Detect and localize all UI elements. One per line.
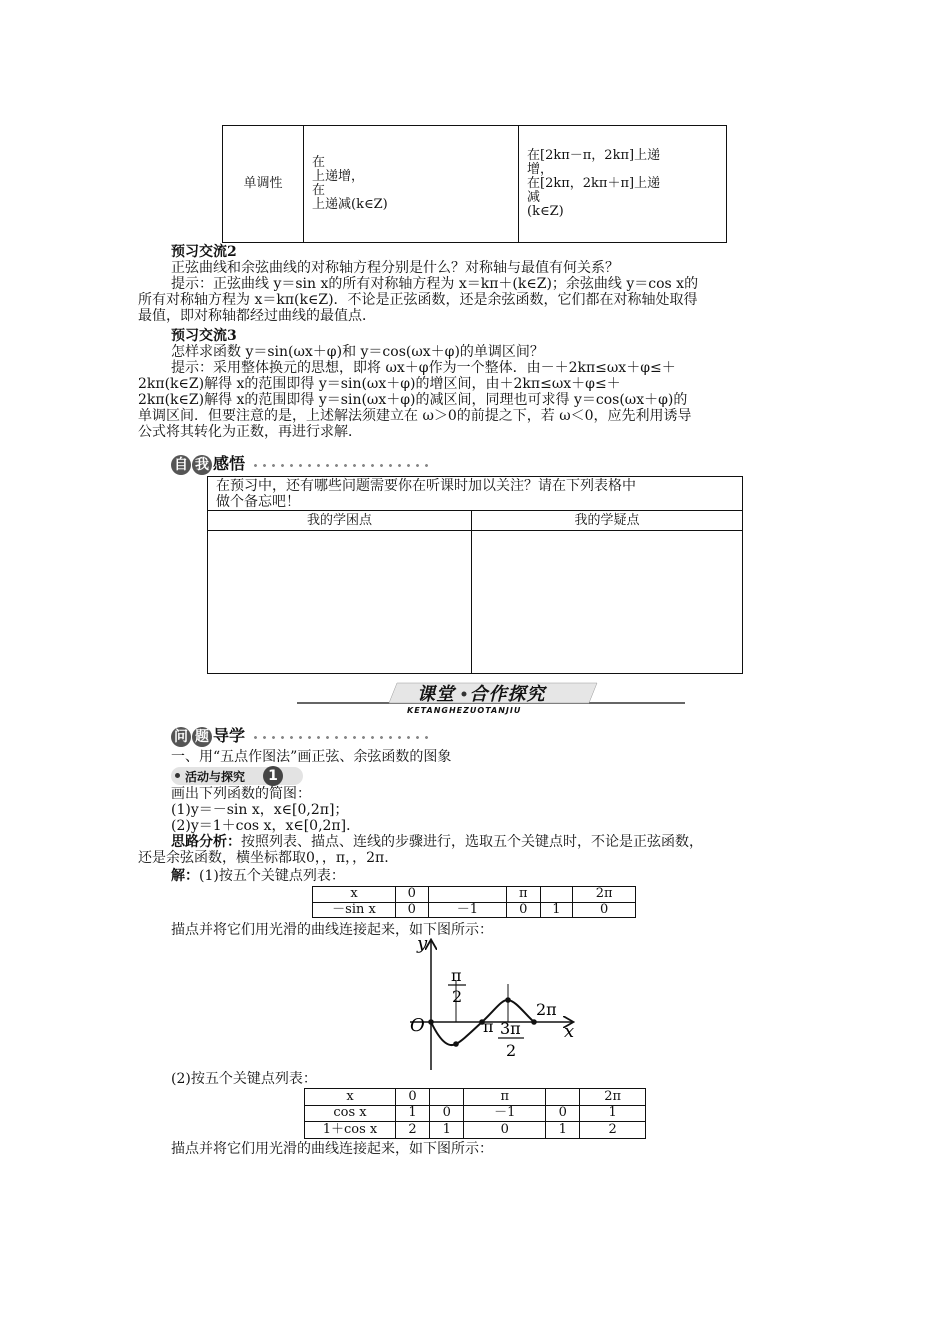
mono-sin-cell: 在 上递增， 在 上递减(k∈Z) [304,126,519,243]
table-cell: x [305,1089,396,1106]
table-cell: 2π [580,1089,646,1106]
two-pi-label: 2π [536,1000,557,1019]
table-cell: 1 [430,1122,464,1139]
table-cell: 0 [546,1105,580,1122]
origin-label: O [410,1015,425,1036]
banner-title-part2: 合作探究 [469,684,546,705]
y-label: y [417,935,428,954]
plot-note-2: 描点并将它们用光滑的曲线连接起来，如下图所示： [171,1141,493,1157]
exchange3-answer-line: 2kπ(k∈Z)解得 x的范围即得 y＝sin(ωx＋φ)的增区间，由＋2kπ≤ωx＋φ≤＋ [138,376,621,392]
heading-badge: 题 [192,727,212,747]
monotonicity-table [222,125,727,243]
analysis-text-cont: 还是余弦函数，横坐标都取0，，π，，2π. [138,850,389,866]
table-cell: 0 [507,902,541,918]
banner-title-part1: 课堂 [417,684,455,705]
bullet-icon [175,773,180,778]
table-cell: 2π [573,887,636,903]
key-point [531,1019,537,1025]
activity-pill [171,767,303,785]
table-cell: 1 [546,1122,580,1139]
table-cell: 2 [580,1122,646,1139]
exchange3-title: 预习交流3 [171,328,237,344]
heading-badge: 问 [171,727,191,747]
doubt-notes-area[interactable] [472,531,743,674]
table-cell: －1 [464,1105,546,1122]
mono-cos-cell: 在[2kπ－π，2kπ]上递 增， 在[2kπ，2kπ＋π]上递 减 (k∈Z) [519,126,727,243]
exchange3-question: 怎样求函数 y＝sin(ωx＋φ)和 y＝cos(ωx＋φ)的单调区间？ [171,344,544,360]
key-point [453,1041,459,1047]
table-cell: 1 [540,902,573,918]
reflection-prompt: 在预习中，还有哪些问题需要你在听课时加以关注？请在下列表格中 做个备忘吧！ [208,477,743,511]
neg-sin-graph [400,935,590,1075]
exchange3-answer-line: 公式将其转化为正数，再进行求解． [138,424,362,440]
table-cell: 0 [573,902,636,918]
table-cell [540,887,573,903]
analysis-text: 按照列表、描点、连线的步骤进行，选取五个关键点时，不论是正弦函数， [241,834,703,850]
table-cell: －1 [428,902,506,918]
analysis-label: 思路分析： [171,834,241,850]
heading-text: 导学 [213,726,246,745]
exchange2-answer-line: 提示：正弦曲线 y＝sin x的所有对称轴方程为 x＝kπ＋(k∈Z)；余弦曲线 y＝cos x的 [171,276,699,292]
reflection-col-doubt: 我的学疑点 [472,511,743,531]
plot-note: 描点并将它们用光滑的曲线连接起来，如下图所示： [171,922,493,938]
three-pi-half-numerator: 3π [500,1019,521,1038]
three-pi-half-denominator: 2 [506,1041,517,1060]
dotted-rule [251,463,431,468]
table-cell: 2 [396,1122,430,1139]
key-point [428,1019,434,1025]
table-cell: 0 [396,1089,430,1106]
table-cell: 0 [396,902,429,918]
problem-intro: 画出下列函数的简图： [171,786,311,802]
exchange3-block [138,328,818,440]
problem-item: (2)y＝1＋cos x，x∈[0,2π]． [171,818,361,834]
exchange2-question: 正弦曲线和余弦曲线的对称轴方程分别是什么？对称轴与最值有何关系？ [171,260,619,276]
key-point [505,997,511,1003]
mono-label: 单调性 [223,126,304,243]
part2-text: (2)按五个关键点列表： [171,1071,317,1087]
pi-label: π [483,1017,494,1036]
exchange2-answer-line: 所有对称轴方程为 x＝kπ(k∈Z)．不论是正弦函数，还是余弦函数，它们都在对称轴处取得 [138,292,698,308]
exchange3-answer-line: 单调区间．但要注意的是，上述解法须建立在 ω＞0的前提之下，若 ω＜0，应先利用诱导 [138,408,692,424]
exchange2-block [138,244,818,324]
pi-half-numerator: π [451,966,462,985]
solution-label: 解： [171,868,199,884]
problem-guide-heading [171,723,431,747]
heading-badge: 自 [171,455,191,475]
key-points-table-1 [312,886,636,918]
table-cell: π [464,1089,546,1106]
exchange2-title: 预习交流2 [171,244,237,260]
activity-label: 活动与探究 [185,770,246,784]
heading-badge: 我 [192,455,212,475]
x-label: x [564,1021,575,1042]
table-cell [428,887,506,903]
table-cell: cos x [305,1105,396,1122]
table-cell: 1＋cos x [305,1122,396,1139]
table-cell: 0 [396,887,429,903]
table-cell: x [313,887,396,903]
solution-text: (1)按五个关键点列表： [199,868,345,884]
classroom-banner [297,679,685,719]
table-cell: 1 [580,1105,646,1122]
table-cell: －sin x [313,902,396,918]
table-cell: 1 [396,1105,430,1122]
problem-block [171,786,821,850]
banner-subtitle: KETANGHEZUOTANJIU [407,706,522,715]
section-title: 一、用“五点作图法”画正弦、余弦函数的图象 [171,749,452,765]
reflection-table [207,476,743,674]
difficulty-notes-area[interactable] [208,531,472,674]
reflection-col-difficulty: 我的学困点 [208,511,472,531]
exchange3-answer-line: 提示：采用整体换元的思想，即将 ωx＋φ作为一个整体．由－＋2kπ≤ωx＋φ≤＋ [171,360,676,376]
table-cell [430,1089,464,1106]
table-cell: 0 [430,1105,464,1122]
activity-number: 1 [263,766,283,786]
self-reflection-heading [171,451,431,475]
dotted-rule [251,735,431,740]
pi-half-denominator: 2 [452,987,463,1006]
heading-text: 感悟 [213,454,246,473]
table-cell: 0 [464,1122,546,1139]
table-cell [546,1089,580,1106]
key-points-table-2 [304,1088,646,1139]
table-cell: π [507,887,541,903]
exchange3-answer-line: 2kπ(k∈Z)解得 x的范围即得 y＝sin(ωx＋φ)的减区间，同理也可求得 y＝cos(ωx＋φ)的 [138,392,688,408]
exchange2-answer-line: 最值，即对称轴都经过曲线的最值点． [138,308,376,324]
problem-item: (1)y＝－sin x，x∈[0,2π]； [171,802,349,818]
